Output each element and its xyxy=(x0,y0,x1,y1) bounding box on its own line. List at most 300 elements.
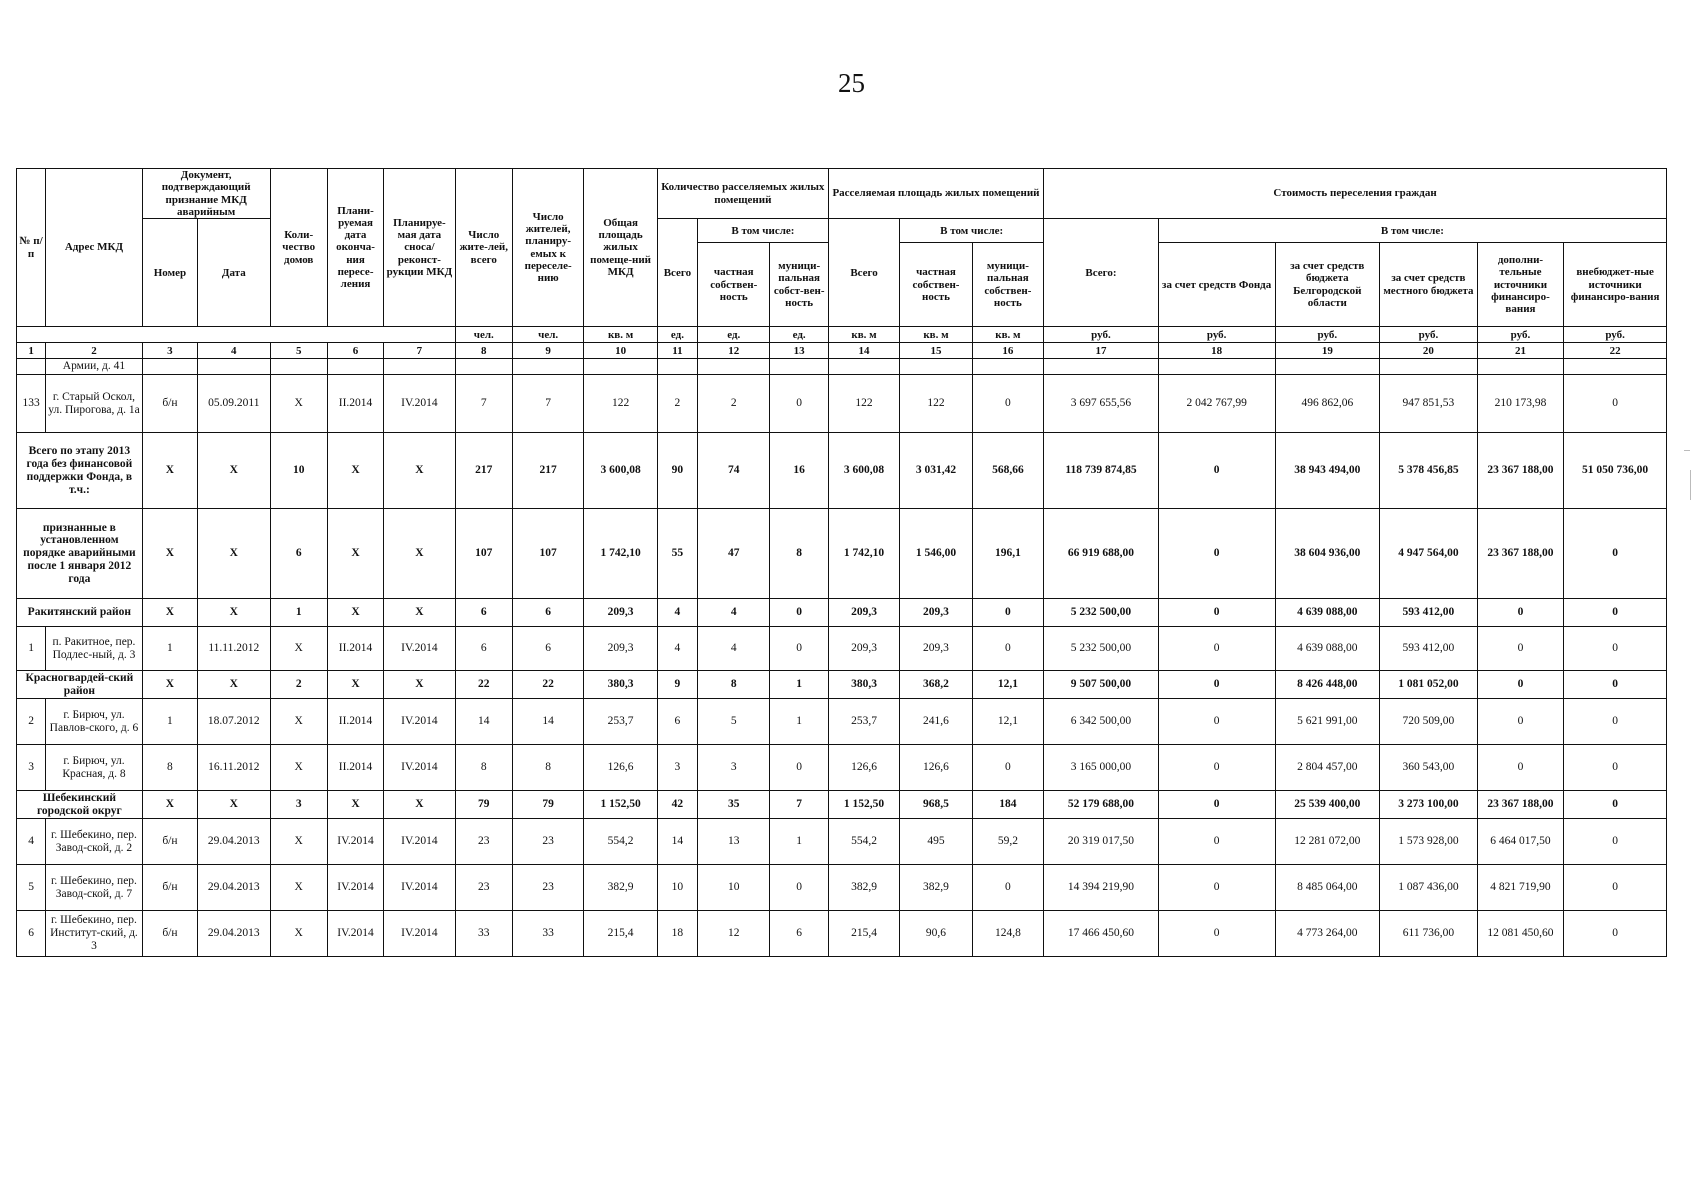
header-area-total: Всего xyxy=(828,219,899,327)
column-number: 2 xyxy=(46,343,143,359)
cell: 2 804 457,00 xyxy=(1275,745,1380,791)
cell: 0 xyxy=(770,745,828,791)
cell: 4 xyxy=(657,627,697,671)
cell: 6 xyxy=(455,599,512,627)
cell: X xyxy=(142,433,197,509)
cell: 0 xyxy=(770,865,828,911)
cell: 0 xyxy=(1564,819,1667,865)
cell: 6 xyxy=(512,599,583,627)
header-address: Адрес МКД xyxy=(46,169,143,327)
cell: 0 xyxy=(972,375,1043,433)
cell: 253,7 xyxy=(828,699,899,745)
unit-cell: руб. xyxy=(1158,327,1275,343)
cell: X xyxy=(270,375,327,433)
cell: 6 xyxy=(455,627,512,671)
cell: 217 xyxy=(455,433,512,509)
cell: 9 xyxy=(657,671,697,699)
cell: 4 773 264,00 xyxy=(1275,911,1380,957)
cell: 1 xyxy=(770,819,828,865)
cell: X xyxy=(270,865,327,911)
cell xyxy=(698,359,770,375)
cell xyxy=(1564,359,1667,375)
cell: 1 742,10 xyxy=(584,509,657,599)
scan-mark xyxy=(1684,450,1690,451)
cell: 10 xyxy=(270,433,327,509)
cell: б/н xyxy=(142,375,197,433)
cell: 6 342 500,00 xyxy=(1044,699,1159,745)
cell: 1 152,50 xyxy=(828,791,899,819)
summary-row xyxy=(17,791,1667,819)
cell: 8 xyxy=(455,745,512,791)
cell: 241,6 xyxy=(900,699,972,745)
cell: 0 xyxy=(1158,865,1275,911)
cell: 554,2 xyxy=(828,819,899,865)
cell: 59,2 xyxy=(972,819,1043,865)
cell: 74 xyxy=(698,433,770,509)
header-cost-additional: дополни-тельные источники финансиро-вания xyxy=(1477,243,1564,327)
cell: 90,6 xyxy=(900,911,972,957)
cell: 6 xyxy=(512,627,583,671)
cell: X xyxy=(198,671,270,699)
cell: 8 xyxy=(142,745,197,791)
cell: X xyxy=(327,791,383,819)
cell: 0 xyxy=(1564,599,1667,627)
cell: 6 xyxy=(770,911,828,957)
cell: 79 xyxy=(455,791,512,819)
cell: 3 600,08 xyxy=(584,433,657,509)
group-label: Всего по этапу 2013 года без финансовой поддержки Фонда, в т.ч.: xyxy=(17,433,143,509)
cell: X xyxy=(270,699,327,745)
cell: 0 xyxy=(1564,791,1667,819)
header-residents-planned: Число жителей, планиру-емых к переселе-нию xyxy=(512,169,583,327)
cell: 23 367 188,00 xyxy=(1477,791,1564,819)
group-label: Красногвардей-ский район xyxy=(17,671,143,699)
cell xyxy=(972,359,1043,375)
cell: 122 xyxy=(584,375,657,433)
cell: 3 600,08 xyxy=(828,433,899,509)
column-number: 21 xyxy=(1477,343,1564,359)
unit-cell: руб. xyxy=(1564,327,1667,343)
row-number: 1 xyxy=(17,627,46,671)
row-number: 5 xyxy=(17,865,46,911)
row-number: 3 xyxy=(17,745,46,791)
table-row xyxy=(17,359,1667,375)
cell: 1 xyxy=(270,599,327,627)
cell xyxy=(384,359,455,375)
cell: 0 xyxy=(770,599,828,627)
unit-cell: руб. xyxy=(1477,327,1564,343)
cell: 23 xyxy=(512,819,583,865)
unit-cell: ед. xyxy=(770,327,828,343)
row-number xyxy=(17,359,46,375)
column-number: 4 xyxy=(198,343,270,359)
cell: 5 232 500,00 xyxy=(1044,599,1159,627)
header-cost-including: В том числе: xyxy=(1158,219,1666,243)
cell: 33 xyxy=(512,911,583,957)
cell: 0 xyxy=(1158,671,1275,699)
cell: 29.04.2013 xyxy=(198,865,270,911)
summary-row xyxy=(17,671,1667,699)
cell: 215,4 xyxy=(828,911,899,957)
cell: 4 639 088,00 xyxy=(1275,627,1380,671)
column-number: 11 xyxy=(657,343,697,359)
cell: 14 394 219,90 xyxy=(1044,865,1159,911)
cell: 5 378 456,85 xyxy=(1380,433,1478,509)
cell: 2 xyxy=(270,671,327,699)
cell: 3 165 000,00 xyxy=(1044,745,1159,791)
header-planned-end: Плани-руемая дата оконча-ния пересе-ления xyxy=(327,169,383,327)
cell: 196,1 xyxy=(972,509,1043,599)
header-area-private: частная собствен-ность xyxy=(900,243,972,327)
cell: 14 xyxy=(455,699,512,745)
cell xyxy=(584,359,657,375)
header-cost-group: Стоимость переселения граждан xyxy=(1044,169,1667,219)
cell: X xyxy=(270,627,327,671)
cell: 5 621 991,00 xyxy=(1275,699,1380,745)
cell: 611 736,00 xyxy=(1380,911,1478,957)
cell: IV.2014 xyxy=(327,911,383,957)
column-number: 3 xyxy=(142,343,197,359)
cell: II.2014 xyxy=(327,627,383,671)
cell: IV.2014 xyxy=(384,911,455,957)
column-number: 6 xyxy=(327,343,383,359)
cell: 1 xyxy=(770,699,828,745)
cell: X xyxy=(142,791,197,819)
cell: X xyxy=(198,791,270,819)
cell: 0 xyxy=(770,627,828,671)
cell: 126,6 xyxy=(900,745,972,791)
cell: X xyxy=(198,433,270,509)
cell: 8 xyxy=(698,671,770,699)
cell: IV.2014 xyxy=(384,819,455,865)
cell: 7 xyxy=(455,375,512,433)
column-number: 13 xyxy=(770,343,828,359)
cell: X xyxy=(327,509,383,599)
cell: 0 xyxy=(1477,671,1564,699)
row-number: 133 xyxy=(17,375,46,433)
cell: II.2014 xyxy=(327,745,383,791)
header-rooms-private: частная собствен-ность xyxy=(698,243,770,327)
cell: II.2014 xyxy=(327,375,383,433)
cell xyxy=(198,359,270,375)
header-residents: Число жите-лей, всего xyxy=(455,169,512,327)
cell xyxy=(1275,359,1380,375)
cell: 968,5 xyxy=(900,791,972,819)
column-numbers-row xyxy=(17,343,1667,359)
cell: 215,4 xyxy=(584,911,657,957)
table-row xyxy=(17,627,1667,671)
cell xyxy=(270,359,327,375)
header-rooms-municipal: муници-пальная собст-вен-ность xyxy=(770,243,828,327)
group-label: Шебекинский городской округ xyxy=(17,791,143,819)
cell: 0 xyxy=(1564,911,1667,957)
cell: 107 xyxy=(455,509,512,599)
cell: 0 xyxy=(1564,509,1667,599)
cell: 12,1 xyxy=(972,671,1043,699)
cell: 55 xyxy=(657,509,697,599)
cell: 7 xyxy=(770,791,828,819)
unit-cell: чел. xyxy=(512,327,583,343)
cell xyxy=(1380,359,1478,375)
cell: 209,3 xyxy=(584,599,657,627)
cell: 0 xyxy=(1477,699,1564,745)
cell: 29.04.2013 xyxy=(198,819,270,865)
column-number: 5 xyxy=(270,343,327,359)
unit-cell: кв. м xyxy=(900,327,972,343)
cell: X xyxy=(384,599,455,627)
cell: 14 xyxy=(657,819,697,865)
cell: 6 464 017,50 xyxy=(1477,819,1564,865)
cell: 42 xyxy=(657,791,697,819)
cell: X xyxy=(384,791,455,819)
column-number: 17 xyxy=(1044,343,1159,359)
cell: 16.11.2012 xyxy=(198,745,270,791)
cell: X xyxy=(384,509,455,599)
row-number: 2 xyxy=(17,699,46,745)
cell: X xyxy=(142,671,197,699)
cell: 495 xyxy=(900,819,972,865)
cell: 35 xyxy=(698,791,770,819)
header-area-including: В том числе: xyxy=(900,219,1044,243)
cell: 496 862,06 xyxy=(1275,375,1380,433)
summary-row xyxy=(17,599,1667,627)
cell: 107 xyxy=(512,509,583,599)
cell: 14 xyxy=(512,699,583,745)
cell: 382,9 xyxy=(828,865,899,911)
cell: 90 xyxy=(657,433,697,509)
cell xyxy=(142,359,197,375)
cell: 38 943 494,00 xyxy=(1275,433,1380,509)
cell: 33 xyxy=(455,911,512,957)
cell: 0 xyxy=(1477,745,1564,791)
table-row xyxy=(17,699,1667,745)
cell: 209,3 xyxy=(584,627,657,671)
cell: 11.11.2012 xyxy=(198,627,270,671)
unit-cell: ед. xyxy=(698,327,770,343)
row-number: 4 xyxy=(17,819,46,865)
column-number: 12 xyxy=(698,343,770,359)
cell: 382,9 xyxy=(900,865,972,911)
cell: X xyxy=(384,671,455,699)
cell: 0 xyxy=(1158,433,1275,509)
cell: X xyxy=(198,509,270,599)
cell: 124,8 xyxy=(972,911,1043,957)
cell: 8 xyxy=(770,509,828,599)
column-number: 1 xyxy=(17,343,46,359)
cell: 0 xyxy=(1158,599,1275,627)
cell: X xyxy=(270,819,327,865)
cell: 0 xyxy=(1158,699,1275,745)
cell: б/н xyxy=(142,911,197,957)
cell xyxy=(327,359,383,375)
units-blank xyxy=(17,327,456,343)
cell: IV.2014 xyxy=(384,699,455,745)
cell: X xyxy=(384,433,455,509)
header-total-area: Общая площадь жилых помеще-ний МКД xyxy=(584,169,657,327)
cell: 0 xyxy=(972,745,1043,791)
address-cell: г. Бирюч, ул. Павлов-ского, д. 6 xyxy=(46,699,143,745)
cell: 3 031,42 xyxy=(900,433,972,509)
cell: 3 xyxy=(270,791,327,819)
cell: X xyxy=(327,433,383,509)
cell: 4 821 719,90 xyxy=(1477,865,1564,911)
cell: 05.09.2011 xyxy=(198,375,270,433)
cell xyxy=(900,359,972,375)
cell: 380,3 xyxy=(584,671,657,699)
header-rooms-total: Всего xyxy=(657,219,697,327)
cell: 51 050 736,00 xyxy=(1564,433,1667,509)
cell: IV.2014 xyxy=(327,819,383,865)
cell: 554,2 xyxy=(584,819,657,865)
header-houses: Коли-чество домов xyxy=(270,169,327,327)
cell: 66 919 688,00 xyxy=(1044,509,1159,599)
page-number: 25 xyxy=(838,68,865,98)
group-label: признанные в установленном порядке аварийными после 1 января 2012 года xyxy=(17,509,143,599)
cell: 4 xyxy=(698,627,770,671)
scan-mark xyxy=(1690,470,1691,500)
header-doc-number: Номер xyxy=(142,219,197,327)
cell: 22 xyxy=(455,671,512,699)
header-planned-demolish: Планируе-мая дата сноса/ реконст-рукции МКД xyxy=(384,169,455,327)
header-doc-date: Дата xyxy=(198,219,270,327)
cell: 720 509,00 xyxy=(1380,699,1478,745)
cell: 184 xyxy=(972,791,1043,819)
header-document: Документ, подтверждающий признание МКД аварийным xyxy=(142,169,270,219)
cell: 17 466 450,60 xyxy=(1044,911,1159,957)
cell xyxy=(512,359,583,375)
cell: 1 xyxy=(770,671,828,699)
cell: 12 081 450,60 xyxy=(1477,911,1564,957)
column-number: 14 xyxy=(828,343,899,359)
cell: 1 573 928,00 xyxy=(1380,819,1478,865)
cell: 126,6 xyxy=(828,745,899,791)
unit-cell: кв. м xyxy=(828,327,899,343)
address-cell: г. Старый Оскол, ул. Пирогова, д. 1а xyxy=(46,375,143,433)
summary-row xyxy=(17,509,1667,599)
cell: 3 273 100,00 xyxy=(1380,791,1478,819)
address-cell: г. Шебекино, пер. Институт-ский, д. 3 xyxy=(46,911,143,957)
header-area-group: Расселяемая площадь жилых помещений xyxy=(828,169,1043,219)
cell: 8 426 448,00 xyxy=(1275,671,1380,699)
cell: 2 042 767,99 xyxy=(1158,375,1275,433)
cell: 10 xyxy=(657,865,697,911)
cell: 20 319 017,50 xyxy=(1044,819,1159,865)
cell: 1 087 436,00 xyxy=(1380,865,1478,911)
header-cost-offbudget: внебюджет-ные источники финансиро-вания xyxy=(1564,243,1667,327)
cell: 38 604 936,00 xyxy=(1275,509,1380,599)
cell: 253,7 xyxy=(584,699,657,745)
cell: 0 xyxy=(1158,627,1275,671)
cell: 3 697 655,56 xyxy=(1044,375,1159,433)
cell: 25 539 400,00 xyxy=(1275,791,1380,819)
column-number: 15 xyxy=(900,343,972,359)
cell: 209,3 xyxy=(900,599,972,627)
cell: 12 281 072,00 xyxy=(1275,819,1380,865)
address-cell: г. Бирюч, ул. Красная, д. 8 xyxy=(46,745,143,791)
unit-cell: кв. м xyxy=(584,327,657,343)
cell: 209,3 xyxy=(900,627,972,671)
cell: 6 xyxy=(657,699,697,745)
group-label: Ракитянский район xyxy=(17,599,143,627)
cell: 4 xyxy=(657,599,697,627)
cell: 0 xyxy=(1564,627,1667,671)
cell: 209,3 xyxy=(828,627,899,671)
row-number: 6 xyxy=(17,911,46,957)
cell: 210 173,98 xyxy=(1477,375,1564,433)
cell: 947 851,53 xyxy=(1380,375,1478,433)
cell: б/н xyxy=(142,819,197,865)
cell: 23 367 188,00 xyxy=(1477,509,1564,599)
cell: IV.2014 xyxy=(327,865,383,911)
cell: 52 179 688,00 xyxy=(1044,791,1159,819)
cell: X xyxy=(142,599,197,627)
cell: IV.2014 xyxy=(384,865,455,911)
cell: X xyxy=(270,911,327,957)
address-cell: Армии, д. 41 xyxy=(46,359,143,375)
cell: 126,6 xyxy=(584,745,657,791)
column-number: 7 xyxy=(384,343,455,359)
cell: 1 xyxy=(142,627,197,671)
cell: 0 xyxy=(1158,745,1275,791)
cell: 568,66 xyxy=(972,433,1043,509)
table-row xyxy=(17,745,1667,791)
cell: 1 742,10 xyxy=(828,509,899,599)
cell: 18.07.2012 xyxy=(198,699,270,745)
cell: 1 152,50 xyxy=(584,791,657,819)
cell: 10 xyxy=(698,865,770,911)
cell: 0 xyxy=(1564,375,1667,433)
cell: 0 xyxy=(1564,865,1667,911)
cell: 1 546,00 xyxy=(900,509,972,599)
cell: 23 367 188,00 xyxy=(1477,433,1564,509)
summary-row xyxy=(17,433,1667,509)
cell: 9 507 500,00 xyxy=(1044,671,1159,699)
cell: 380,3 xyxy=(828,671,899,699)
column-number: 16 xyxy=(972,343,1043,359)
cell: 3 xyxy=(698,745,770,791)
cell: 0 xyxy=(1564,745,1667,791)
cell: X xyxy=(142,509,197,599)
column-number: 9 xyxy=(512,343,583,359)
cell xyxy=(657,359,697,375)
table-row xyxy=(17,911,1667,957)
unit-cell: руб. xyxy=(1380,327,1478,343)
cell: 0 xyxy=(1158,509,1275,599)
column-number: 8 xyxy=(455,343,512,359)
cell: 2 xyxy=(698,375,770,433)
cell: 209,3 xyxy=(828,599,899,627)
unit-cell: руб. xyxy=(1044,327,1159,343)
address-cell: п. Ракитное, пер. Подлес-ный, д. 3 xyxy=(46,627,143,671)
cell: 79 xyxy=(512,791,583,819)
cell: 12 xyxy=(698,911,770,957)
cell: 23 xyxy=(455,819,512,865)
address-cell: г. Шебекино, пер. Завод-ской, д. 2 xyxy=(46,819,143,865)
table-row xyxy=(17,865,1667,911)
cell: 0 xyxy=(1158,911,1275,957)
cell: 122 xyxy=(828,375,899,433)
cell: 0 xyxy=(972,627,1043,671)
cell: 593 412,00 xyxy=(1380,599,1478,627)
cell: 368,2 xyxy=(900,671,972,699)
table-row xyxy=(17,819,1667,865)
column-number: 10 xyxy=(584,343,657,359)
header-num: № п/п xyxy=(17,169,46,327)
cell: 4 639 088,00 xyxy=(1275,599,1380,627)
cell: 2 xyxy=(657,375,697,433)
cell: 29.04.2013 xyxy=(198,911,270,957)
table-row xyxy=(17,375,1667,433)
